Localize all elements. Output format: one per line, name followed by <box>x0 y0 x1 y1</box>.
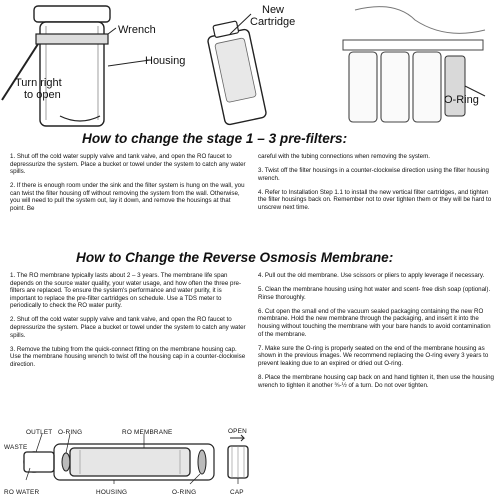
section1-step-3: 3. Twist off the filter housings in a counter-clockwise direction using the filter housing wrench. <box>258 167 489 182</box>
section1-step-2: 2. If there is enough room under the sink and the filter system is hung on the wall, you can twist the filter housing off without removing the system from the wall. Otherwise, you will need to pull the system out, lay it down, and remove the housings at that point. Be <box>10 182 245 213</box>
section2-step-2: 2. Shut off the cold water supply valve and tank valve, and open the RO faucet to depressurize the system. Place a bucket or towel under the system to catch any water spills. <box>10 316 246 339</box>
o-ring-top-label: O-RING <box>58 429 83 436</box>
section2-step-6: 6. Cut open the small end of the vacuum sealed packaging containing the new RO membrane. Hold the new membrane through the packaging, and insert it into the housing without touching the membrane with your bare hands to avoid contamination of the membrane. <box>258 307 491 338</box>
section1-right-column <box>258 153 494 218</box>
section1-title: How to change the stage 1 – 3 pre-filters: <box>82 131 348 146</box>
section2-right-column <box>258 272 494 396</box>
o-ring-bottom-label: O-RING <box>172 489 197 496</box>
open-label: OPEN <box>228 428 247 435</box>
section1-left-column <box>10 153 246 219</box>
housing-label-bottom: HOUSING <box>96 489 128 496</box>
section2-step-1: 1. The RO membrane typically lasts about 2 – 3 years. The membrane life span depends on the source water quality, your water usage, and how often the three pre-filters are replaced. To ensure the system's performance and water purity, it is important to replace the pre-filter cartridges on schedule. Use a TDS meter to periodically to check the RO water purity. <box>10 272 242 310</box>
section1-step-2-cont: careful with the tubing connections when removing the system. <box>258 153 430 160</box>
new-cartridge-label-2: Cartridge <box>250 16 296 28</box>
section2-step-4: 4. Pull out the old membrane. Use scissors or pliers to apply leverage if necessary. <box>258 272 485 279</box>
section2-left-column <box>10 272 246 375</box>
section2-step-5: 5. Clean the membrane housing using hot water and scent- free dish soap (optional). Rinse thoroughly. <box>258 286 491 301</box>
ro-system-illustration <box>335 0 495 128</box>
new-cartridge-label-1: New <box>262 4 285 16</box>
section2-title: How to Change the Reverse Osmosis Membrane: <box>76 250 394 265</box>
turn-right-label-2: to open <box>24 89 61 101</box>
cap-label: CAP <box>230 489 244 496</box>
o-ring-label: O-Ring <box>444 94 479 106</box>
ro-membrane-label: RO MEMBRANE <box>122 429 173 436</box>
turn-right-label-1: Turn right <box>15 77 62 89</box>
section1-step-4: 4. Refer to Installation Step 1.1 to install the new vertical filter cartridges, and tighten the filter housings back on. Remember not to over tighten them or they will be hard to unscrew next time. <box>258 188 492 211</box>
section1-step-1: 1. Shut off the cold water supply valve and tank valve, and open the RO faucet to depressurize the system. Place a bucket or towel under the system to catch any water spills. <box>10 153 246 176</box>
wrench-label: Wrench <box>118 24 156 36</box>
outlet-label: OUTLET <box>26 429 53 436</box>
housing-label: Housing <box>145 55 186 67</box>
section2-step-3: 3. Remove the tubing from the quick-connect fitting on the membrane housing cap. Use the membrane housing wrench to twist off the housing cap in a counter-clockwise direction. <box>10 345 246 368</box>
section2-step-8: 8. Place the membrane housing cap back on and hand tighten it, then use the housing wrench to tighten it another ¾-½ of a turn. Do not over tighten. <box>258 373 494 389</box>
waste-label: WASTE <box>4 444 28 451</box>
section2-step-7: 7. Make sure the O-ring is properly seated on the end of the membrane housing as shown in the previous images. We recommend replacing the O-ring every 3 years to prevent leaking due to an expired or dried out O-ring. <box>258 344 489 367</box>
ro-water-label: RO WATER <box>4 489 40 496</box>
